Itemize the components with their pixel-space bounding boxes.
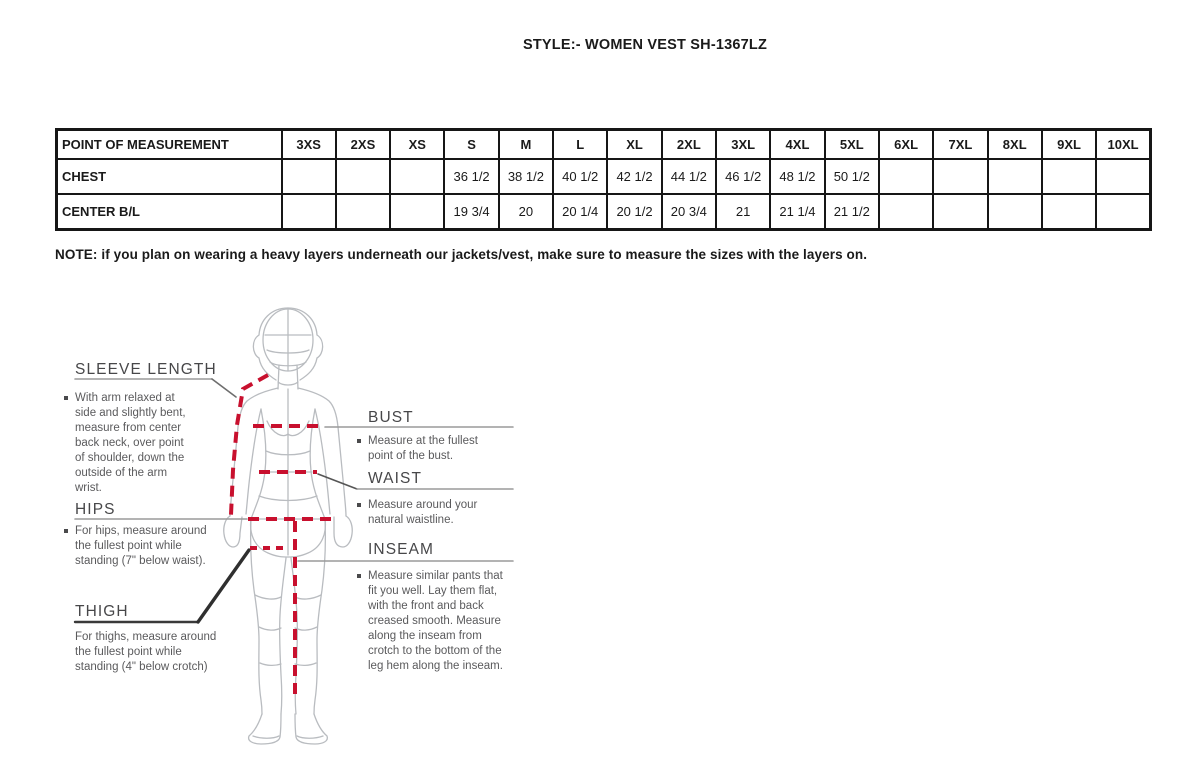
column-header-size: XL — [607, 130, 661, 160]
size-value-cell: 21 — [716, 194, 770, 230]
size-value-cell: 20 3/4 — [662, 194, 716, 230]
column-header-point-of-measurement: POINT OF MEASUREMENT — [57, 130, 282, 160]
row-label: CHEST — [57, 159, 282, 194]
size-value-cell — [879, 159, 933, 194]
hips-heading: HIPS — [75, 501, 116, 518]
size-value-cell — [282, 194, 336, 230]
thigh-description: For thighs, measure around the fullest point while standing (4" below crotch) — [75, 631, 217, 673]
bullet-icon — [357, 574, 361, 578]
column-header-size: 10XL — [1096, 130, 1150, 160]
column-header-size: XS — [390, 130, 444, 160]
size-value-cell: 46 1/2 — [716, 159, 770, 194]
size-value-cell — [336, 194, 390, 230]
size-value-cell: 48 1/2 — [770, 159, 824, 194]
row-label: CENTER B/L — [57, 194, 282, 230]
column-header-size: 3XS — [282, 130, 336, 160]
sleeve-length-description: With arm relaxed at side and slightly bent, measure from center back neck, over point of shoulder, down the outside of the arm wrist. — [64, 391, 196, 496]
size-value-cell — [390, 159, 444, 194]
column-header-size: M — [499, 130, 553, 160]
bust-description: Measure at the fullest point of the bust. — [357, 434, 499, 464]
column-header-size: L — [553, 130, 607, 160]
size-value-cell: 20 1/4 — [553, 194, 607, 230]
waist-description: Measure around your natural waistline. — [357, 498, 493, 528]
note-text: NOTE: if you plan on wearing a heavy layers underneath our jackets/vest, make sure to measure the sizes with the layers on. — [55, 247, 868, 262]
bullet-icon — [357, 503, 361, 507]
column-header-size: 5XL — [825, 130, 879, 160]
size-value-cell: 36 1/2 — [444, 159, 498, 194]
size-value-cell: 40 1/2 — [553, 159, 607, 194]
size-value-cell — [336, 159, 390, 194]
size-value-cell — [1042, 194, 1096, 230]
size-value-cell — [1042, 159, 1096, 194]
size-value-cell — [879, 194, 933, 230]
column-header-size: 8XL — [988, 130, 1042, 160]
thigh-heading: THIGH — [75, 603, 129, 620]
bullet-icon — [64, 396, 68, 400]
waist-heading: WAIST — [368, 470, 423, 487]
column-header-size: S — [444, 130, 498, 160]
table-row — [57, 159, 1151, 194]
bullet-icon — [357, 439, 361, 443]
inseam-heading: INSEAM — [368, 541, 435, 558]
size-value-cell — [1096, 159, 1150, 194]
size-value-cell — [988, 194, 1042, 230]
size-value-cell — [988, 159, 1042, 194]
column-header-size: 4XL — [770, 130, 824, 160]
size-value-cell: 50 1/2 — [825, 159, 879, 194]
column-header-size: 6XL — [879, 130, 933, 160]
size-value-cell — [282, 159, 336, 194]
size-value-cell: 42 1/2 — [607, 159, 661, 194]
column-header-size: 2XL — [662, 130, 716, 160]
page-title: STYLE:- WOMEN VEST SH-1367LZ — [522, 37, 768, 53]
figure-outline — [224, 308, 353, 744]
bust-heading: BUST — [368, 409, 414, 426]
size-value-cell: 20 1/2 — [607, 194, 661, 230]
column-header-size: 3XL — [716, 130, 770, 160]
size-value-cell: 44 1/2 — [662, 159, 716, 194]
size-table — [55, 128, 1152, 231]
size-value-cell — [390, 194, 444, 230]
sleeve-length-pointer — [212, 379, 236, 397]
table-row — [57, 194, 1151, 230]
size-value-cell: 21 1/4 — [770, 194, 824, 230]
size-value-cell — [933, 194, 987, 230]
column-header-size: 2XS — [336, 130, 390, 160]
column-header-size: 7XL — [933, 130, 987, 160]
table-header-row — [57, 130, 1151, 160]
inseam-description: Measure similar pants that fit you well. Lay them flat, with the front and back creased smooth. Measure along the inseam from crotch to the bottom of the leg hem along the inseam. — [357, 569, 507, 674]
size-value-cell — [1096, 194, 1150, 230]
column-header-size: 9XL — [1042, 130, 1096, 160]
size-value-cell: 38 1/2 — [499, 159, 553, 194]
measurement-lines — [231, 375, 331, 694]
hips-description: For hips, measure around the fullest point while standing (7" below waist). — [64, 524, 212, 569]
waist-pointer — [318, 474, 357, 489]
size-value-cell — [933, 159, 987, 194]
size-value-cell: 19 3/4 — [444, 194, 498, 230]
sleeve-length-heading: SLEEVE LENGTH — [75, 361, 217, 378]
size-value-cell: 20 — [499, 194, 553, 230]
bullet-icon — [64, 529, 68, 533]
size-value-cell: 21 1/2 — [825, 194, 879, 230]
